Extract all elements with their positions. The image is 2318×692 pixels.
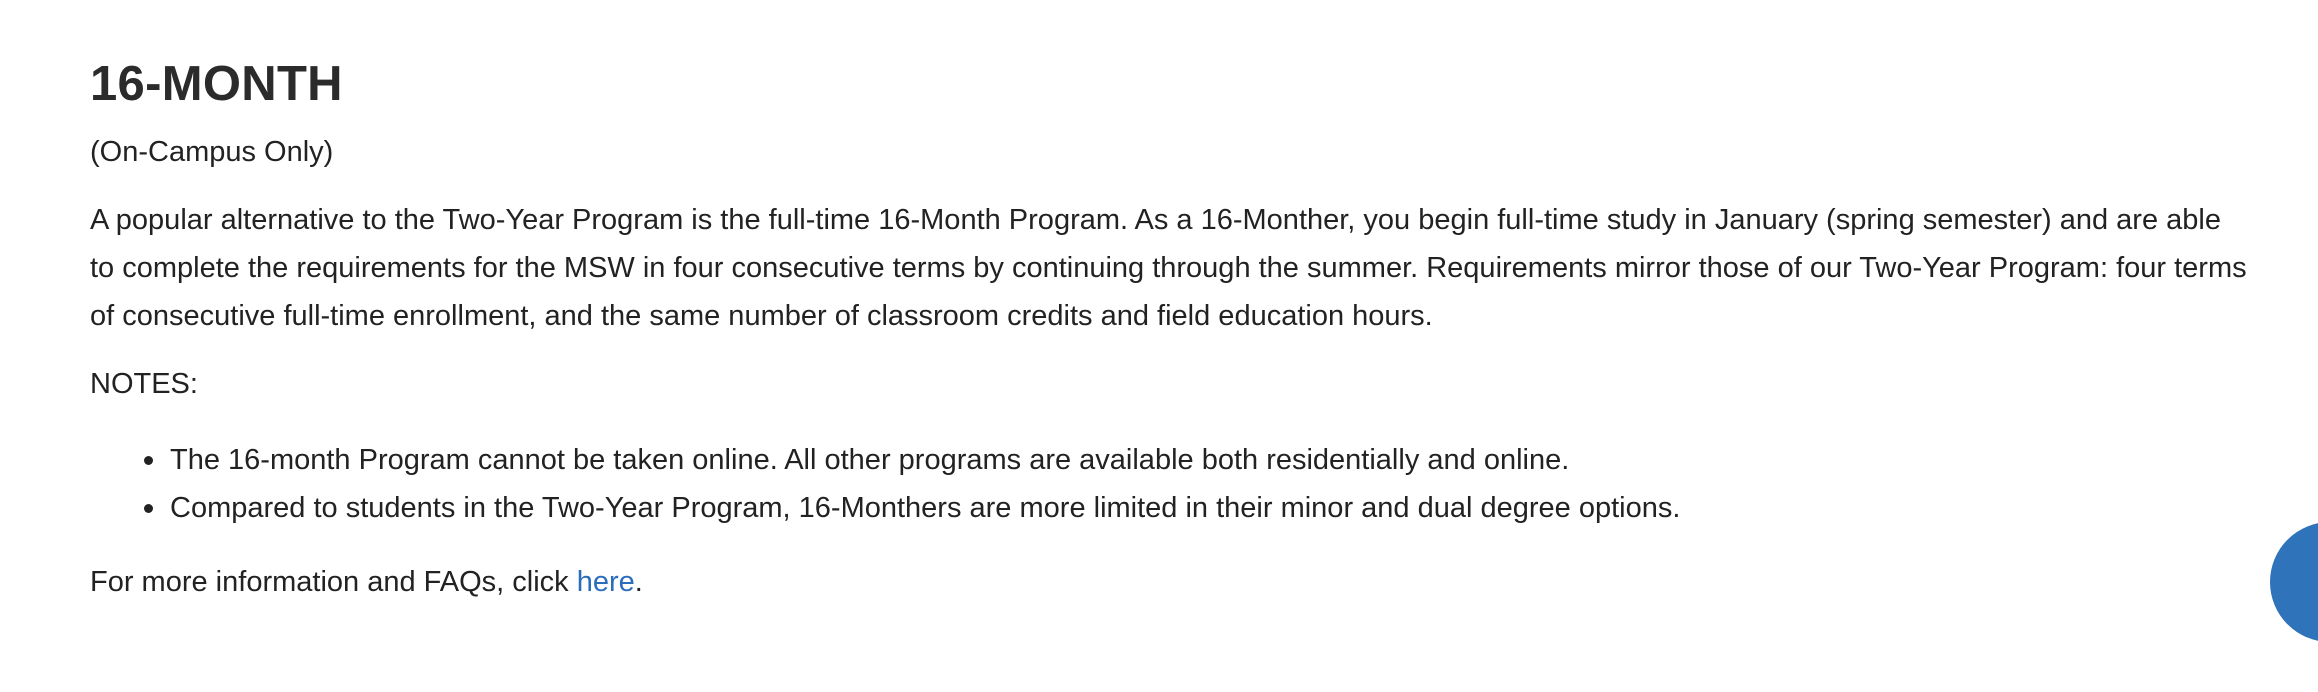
list-item <box>170 484 2270 532</box>
more-info-prefix: For more information and FAQs, click <box>90 566 577 598</box>
bullet-icon <box>144 456 153 465</box>
bullet-icon <box>144 504 153 513</box>
program-description: A popular alternative to the Two-Year Program is the full-time 16-Month Program. As a 16-Monther, you begin full-time study in January (spring semester) and are able to complete the requirements for the MSW in four consecutive terms by continuing through the summer. Requirements mirror those of our Two-Year Program: four terms of consecutive full-time enrollment, and the same number of classroom credits and field education hours. <box>90 204 2247 332</box>
section-subtitle: (On-Campus Only) <box>90 136 334 168</box>
notes-list <box>90 436 2270 532</box>
section-title: 16-MONTH <box>90 57 343 111</box>
list-item <box>170 436 2270 484</box>
here-link[interactable]: here <box>576 566 635 598</box>
note-text: The 16-month Program cannot be taken online. All other programs are available both residentially and online. <box>170 444 1570 476</box>
more-info-suffix: . <box>634 566 643 598</box>
floating-action-button[interactable] <box>2270 522 2318 642</box>
program-section <box>90 52 2270 604</box>
note-text: Compared to students in the Two-Year Program, 16-Monthers are more limited in their minor and dual degree options. <box>170 492 1681 524</box>
notes-label: NOTES: <box>90 368 198 400</box>
more-info-text <box>90 560 2270 604</box>
